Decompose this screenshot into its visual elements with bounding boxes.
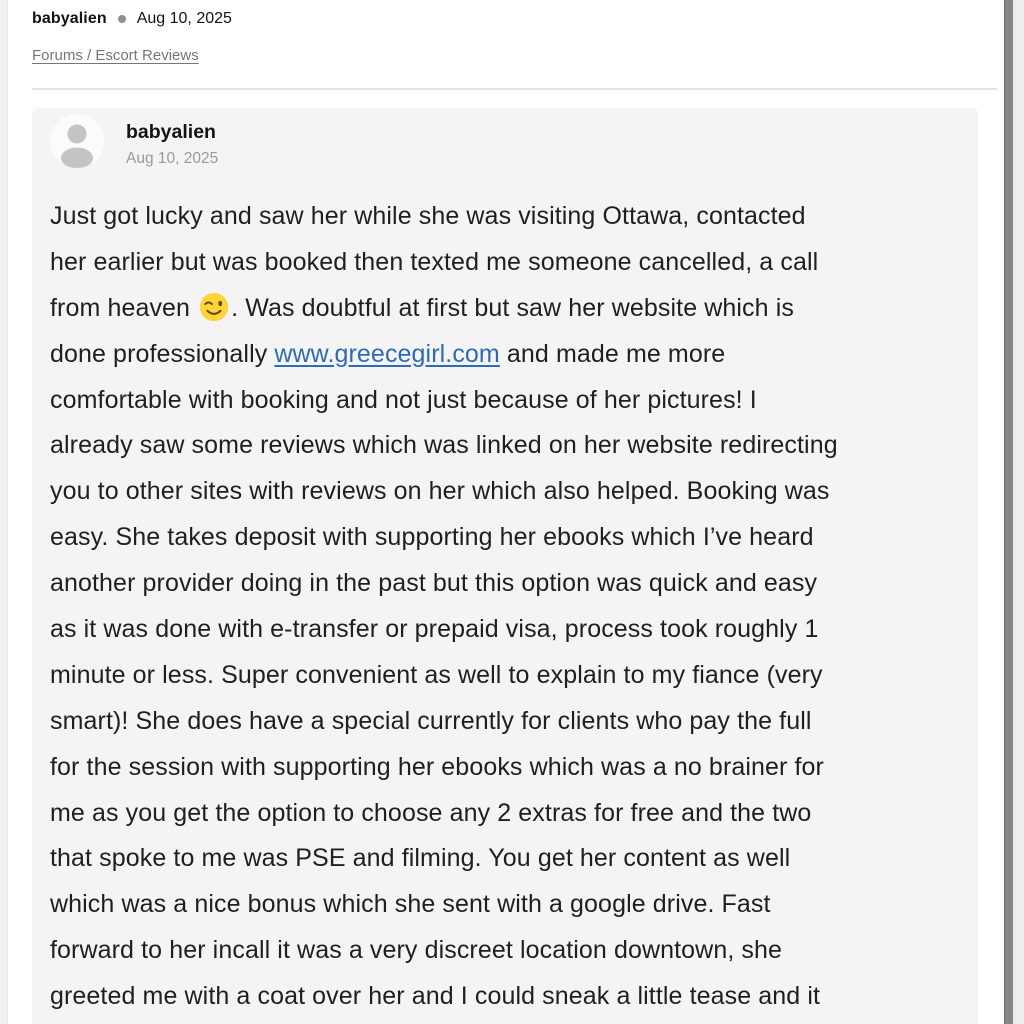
body-line [50, 836, 958, 882]
body-text: . Was doubtful at first but saw her website which is [231, 293, 794, 322]
body-text: done professionally [50, 339, 275, 368]
body-text: easy. She takes deposit with supporting her ebooks which I’ve heard [50, 523, 814, 552]
body-line [50, 515, 958, 561]
page-left-edge [0, 0, 8, 1024]
post-date: Aug 10, 2025 [126, 150, 219, 167]
post-body [50, 194, 958, 1020]
body-text: minute or less. Super convenient as well to explain to my fiance (very [50, 660, 823, 689]
website-link[interactable]: www.greecegirl.com [274, 339, 500, 368]
body-text: Just got lucky and saw her while she was visiting Ottawa, contacted [50, 202, 806, 230]
body-text: her earlier but was booked then texted me someone cancelled, a call [50, 247, 819, 276]
header-divider [32, 88, 997, 90]
body-text: smart)! She does have a special currently for clients who pay the full [50, 706, 812, 735]
body-line [50, 423, 958, 469]
thread-date: Aug 10, 2025 [136, 10, 232, 27]
body-text: which was a nice bonus which she sent with a google drive. Fast [50, 890, 771, 919]
person-silhouette-icon [50, 114, 104, 168]
body-text: and made me more [499, 339, 726, 368]
body-line [50, 469, 958, 515]
body-line [50, 745, 958, 791]
body-line [50, 607, 958, 653]
body-text: comfortable with booking and not just because of her pictures! I [50, 385, 757, 414]
post-card [32, 108, 978, 1024]
avatar[interactable] [50, 114, 104, 168]
post-header [50, 114, 958, 168]
body-line-with-emoji [50, 286, 958, 332]
thread-header [32, 10, 232, 28]
scrollbar-track[interactable] [1013, 0, 1024, 1024]
body-text: as it was done with e-transfer or prepaid visa, process took roughly 1 [50, 615, 819, 644]
body-text: you to other sites with reviews on her which also helped. Booking was [50, 477, 830, 506]
body-line [50, 882, 958, 928]
body-line [50, 653, 958, 699]
body-text: me as you get the option to choose any 2 extras for free and the two [50, 798, 812, 827]
separator-dot-icon [118, 15, 126, 23]
body-text: from heaven [50, 293, 198, 322]
breadcrumb-link[interactable]: Forums / Escort Reviews [32, 47, 199, 64]
scrollbar-thumb[interactable] [1004, 0, 1013, 1024]
body-text: for the session with supporting her ebooks which was a no brainer for [50, 752, 824, 781]
body-text: forward to her incall it was a very discreet location downtown, she [50, 936, 783, 965]
body-line [50, 928, 958, 974]
body-line [50, 194, 958, 240]
body-text: greeted me with a coat over her and I could sneak a little tease and it [50, 982, 821, 1011]
body-line [50, 791, 958, 837]
post-author-name[interactable]: babyalien [126, 121, 216, 143]
body-text: another provider doing in the past but this option was quick and easy [50, 569, 818, 598]
body-line [50, 561, 958, 607]
body-line-with-link [50, 332, 958, 378]
body-line [50, 378, 958, 424]
winking-face-emoji-icon [199, 292, 229, 322]
body-text: that spoke to me was PSE and filming. You get her content as well [50, 844, 791, 873]
body-line [50, 699, 958, 745]
thread-author-name: babyalien [32, 10, 107, 27]
body-line [50, 240, 958, 286]
body-text: already saw some reviews which was linked on her website redirecting [50, 431, 838, 460]
post-meta [126, 114, 218, 168]
body-line [50, 974, 958, 1020]
